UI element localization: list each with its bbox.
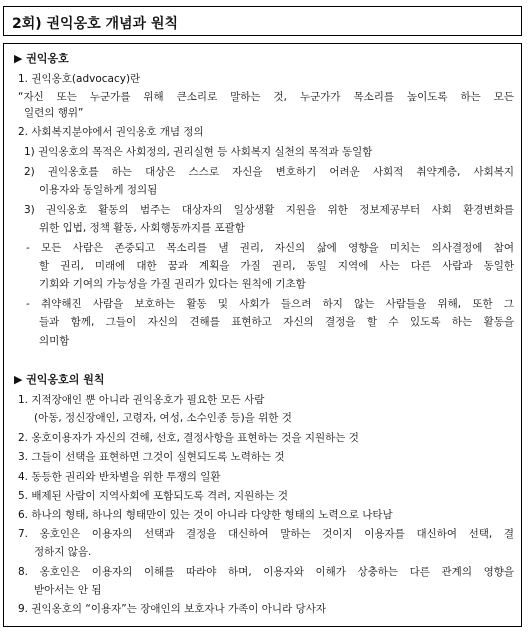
section2-line: 받아서는 안 됨 — [34, 584, 102, 596]
section1-line: - 취약해진 사람을 보호하는 활동 및 사회가 들으려 하지 않는 사람들을 위해, 또한 그 — [26, 298, 514, 310]
section1-line: 1. 권익옹호(advocacy)란 — [18, 73, 141, 85]
section2-line: 6. 하나의 형태, 하나의 형태만이 있는 것이 아니라 다양한 형태의 노력으로 나타남 — [18, 509, 393, 521]
section2-line: 4. 동등한 권리와 반차별을 위한 투쟁의 일환 — [18, 471, 221, 483]
section1-line: 의미함 — [39, 335, 70, 347]
section2-line: 3. 그들이 선택을 표현하면 그것이 실현되도록 노력하는 것 — [18, 451, 285, 463]
section1-line: 2. 사회복지분야에서 권익옹호 개념 정의 — [18, 126, 204, 138]
page-title: 2회) 권익옹호 개념과 원칙 — [12, 16, 179, 32]
section1-line: “자신 또는 누군가를 위해 큰소리로 말하는 것, 누군가가 목소리를 높이도록 하는 모든 — [18, 91, 514, 103]
section2-line: 9. 권익옹호의 “이용자”는 장애인의 보호자나 가족이 아니라 당사자 — [18, 603, 326, 615]
title-box — [3, 6, 522, 36]
section1-line: 이용자와 동일하게 정의됨 — [39, 184, 158, 196]
section2-line: 7. 옹호인은 이용자의 선택과 결정을 대신하여 말하는 것이지 이용자를 대신하여 선택, 결 — [18, 528, 514, 540]
section2-line: (아동, 정신장애인, 고령자, 여성, 소수인종 등)을 위한 것 — [34, 412, 292, 424]
section1-line: - 모든 사람은 존중되고 목소리를 낼 권리, 자신의 삶에 영향을 미치는 의사결정에 참여 — [26, 242, 514, 254]
section2-heading: ▶ 권익옹호의 원칙 — [14, 373, 105, 386]
section1-line: 2) 권익옹호를 하는 대상은 스스로 자신을 변호하기 어려운 사회적 취약계층, 사회복지 — [24, 166, 514, 178]
section2-line: 2. 옹호이용자가 자신의 견해, 선호, 결정사항을 표현하는 것을 지원하는 것 — [18, 432, 359, 444]
section2-line: 8. 옹호인은 이용자의 이해를 따라야 하며, 이용자와 이해가 상충하는 다른 관계의 영향을 — [18, 566, 514, 578]
section1-line: 기회와 기여의 가능성을 가질 권리가 있다는 원칙에 기초함 — [39, 278, 306, 290]
section1-line: 위한 입법, 정책 활동, 사회행동까지를 포괄함 — [39, 222, 245, 234]
section1-line: 들과 함께, 그들이 자신의 견해를 표현하고 자신의 결정을 할 수 있도록 하는 활동을 — [39, 316, 514, 328]
section2-line: 정하지 않음. — [34, 546, 92, 558]
section1-line: 1) 권익옹호의 목적은 사회정의, 권리실현 등 사회복지 실천의 목적과 동일함 — [24, 146, 373, 158]
section1-line: 3) 권익옹호 활동의 범주는 대상자의 일상생활 지원을 위한 정보제공부터 사회 환경변화를 — [24, 204, 514, 216]
section2-line: 1. 지적장애인 뿐 아니라 권익옹호가 필요한 모든 사람 — [18, 394, 265, 406]
section1-heading: ▶ 권익옹호 — [14, 52, 69, 65]
section1-line: 일련의 행위” — [24, 107, 84, 119]
content-box — [3, 43, 522, 627]
section1-line: 할 권리, 미래에 대한 꿈과 계획을 가질 권리, 동일 지역에 사는 다른 사람과 동일한 — [39, 260, 514, 272]
section2-line: 5. 배제된 사람이 지역사회에 포함되도록 격려, 지원하는 것 — [18, 490, 289, 502]
